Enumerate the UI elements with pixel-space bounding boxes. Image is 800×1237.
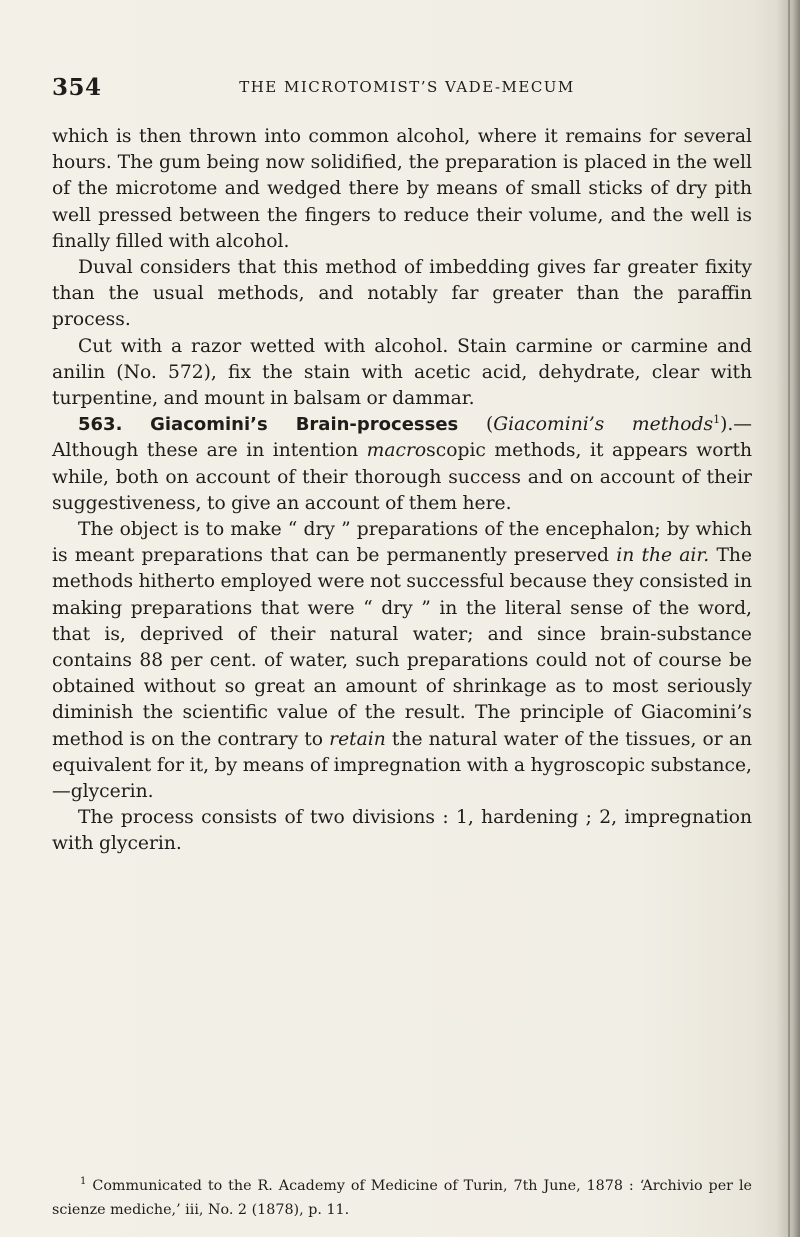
paren-close: ).— bbox=[720, 414, 752, 436]
page-number: 354 bbox=[52, 74, 102, 101]
section-number: 563. bbox=[78, 414, 123, 436]
object-italic-2: retain bbox=[329, 728, 386, 750]
section-text-a: Although these are in intention bbox=[52, 440, 367, 462]
footnote-mark: 1 bbox=[80, 1176, 87, 1188]
body-text bbox=[52, 124, 752, 858]
footnote-reference: 1 bbox=[713, 413, 721, 426]
paragraph-object bbox=[52, 517, 752, 805]
paragraph-cut-instructions: Cut with a razor wetted with alcohol. Stain carmine or carmine and anilin (No. 572), fix the stain with acetic acid, dehydrate, clear with turpentine, and mount in balsam or dammar. bbox=[52, 335, 752, 410]
footnote bbox=[52, 1174, 752, 1222]
paragraph-duval: Duval considers that this method of imbedding gives far greater fixity than the usual methods, and notably far greater than the paraffin process. bbox=[52, 257, 752, 331]
running-head: THE MICROTOMIST’S VADE-MECUM bbox=[239, 78, 575, 96]
object-text-b: The methods hitherto employed were not successful because they consisted in making preparations that were “ dry ” in the literal sense of the word, that is, deprived of their natural water; and since brain-substance contains 88 per cent. of water, such preparations could not of course be obtained without so great an amount of shrinkage as to most seriously diminish the scientific value of the result. The principle of Giacomini’s method is on the contrary to bbox=[52, 545, 753, 750]
object-text-c: the natural water of the tissues, or an equivalent for it, by means of impregnation with a hygroscopic substance,—glycerin. bbox=[52, 728, 752, 803]
section-title: Giacomini’s Brain-processes bbox=[150, 414, 459, 436]
footnote-text: Communicated to the R. Academy of Medicine of Turin, 7th June, 1878 : ‘Archivio per le scienze mediche,’ iii, No. 2 (1878), p. 11. bbox=[52, 1178, 752, 1218]
paragraph-section-563 bbox=[52, 412, 752, 517]
paragraph-process: The process consists of two divisions : 1, hardening ; 2, impregnation with glycerin. bbox=[52, 807, 752, 855]
object-italic-1: in the air. bbox=[616, 545, 710, 567]
object-text-a: The object is to make “ dry ” preparations of the encephalon; by which is meant preparations that can be permanently preserved bbox=[52, 519, 752, 567]
section-italic-ref: Giacomini’s methods bbox=[493, 414, 714, 436]
paragraph-continuation: which is then thrown into common alcohol, where it remains for several hours. The gum being now solidified, the preparation is placed in the well of the microtome and wedged there by means of small sticks of dry pith well pressed between the fingers to reduce their volume, and the well is finally filled with alcohol. bbox=[52, 126, 752, 252]
section-text-b: scopic methods, it appears worth while, both on account of their thorough success and on account of their suggestiveness, to give an account of them here. bbox=[52, 440, 752, 514]
section-text-italic: macro bbox=[366, 440, 427, 462]
page-header bbox=[52, 74, 752, 110]
page-edge-line bbox=[788, 0, 790, 1237]
paren-open: ( bbox=[458, 414, 494, 436]
